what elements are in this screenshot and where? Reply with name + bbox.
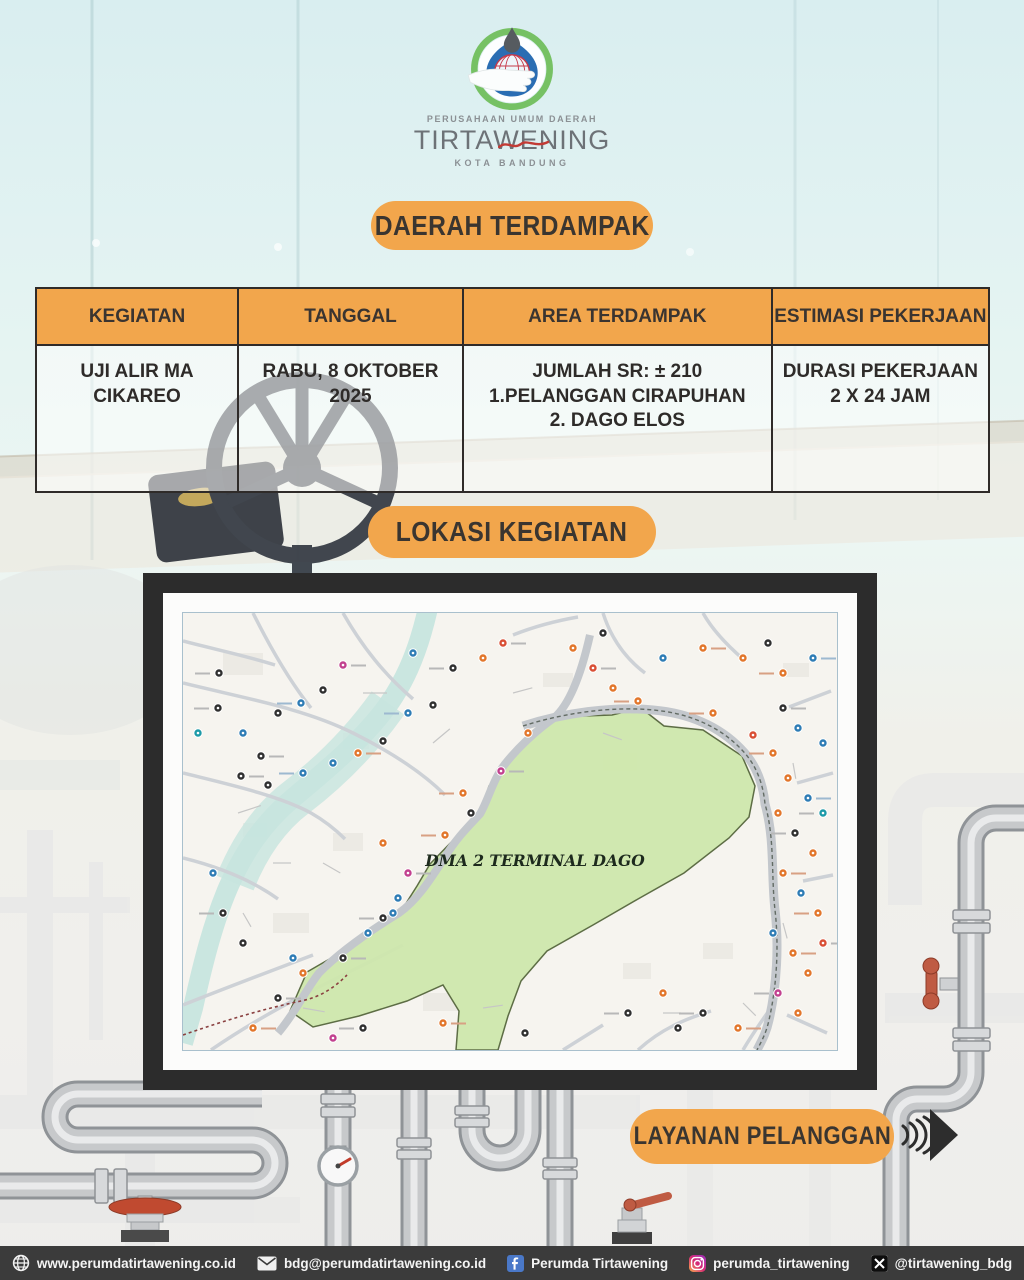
logo-company-name: TIRTAWENING — [413, 125, 611, 155]
table-header-row — [36, 288, 989, 345]
email-link[interactable] — [257, 1256, 486, 1271]
website-link[interactable] — [12, 1254, 236, 1272]
facebook-handle: Perumda Tirtawening — [531, 1255, 669, 1271]
section-title-label: LAYANAN PELANGGAN — [633, 1122, 891, 1150]
logo — [352, 24, 672, 168]
x-handle: @tirtawening_bdg — [894, 1255, 1013, 1271]
megaphone-icon — [896, 1103, 960, 1167]
logo-company-type: PERUSAHAAN UMUM DAERAH — [426, 114, 598, 124]
logo-mark — [456, 24, 568, 110]
cell-tanggal: RABU, 8 OKTOBER 2025 — [238, 345, 463, 492]
facebook-icon — [507, 1255, 524, 1272]
column-header-estimasi: ESTIMASI PEKERJAAN — [772, 288, 989, 345]
globe-icon — [12, 1254, 30, 1272]
mail-icon — [257, 1256, 277, 1271]
impact-table — [35, 287, 990, 493]
cell-estimasi: DURASI PEKERJAAN 2 X 24 JAM — [772, 345, 989, 492]
section-title-label: DAERAH TERDAMPAK — [374, 209, 650, 241]
facebook-link[interactable] — [507, 1255, 668, 1272]
table-row — [36, 345, 989, 492]
instagram-link[interactable] — [689, 1255, 850, 1272]
column-header-tanggal: TANGGAL — [238, 288, 463, 345]
section-title-lokasi-kegiatan — [368, 506, 656, 558]
map-mat — [163, 593, 857, 1070]
section-title-layanan-pelanggan — [630, 1109, 894, 1164]
red-lever-valve — [612, 1196, 668, 1244]
service-area-map — [182, 612, 838, 1051]
cell-kegiatan: UJI ALIR MA CIKAREO — [36, 345, 238, 492]
website-url: www.perumdatirtawening.co.id — [36, 1255, 236, 1271]
column-header-kegiatan: KEGIATAN — [36, 288, 238, 345]
section-title-daerah-terdampak — [371, 201, 653, 250]
red-wave-icon — [498, 138, 550, 152]
logo-city: KOTA BANDUNG — [454, 158, 570, 168]
x-link[interactable] — [871, 1255, 1012, 1272]
pressure-gauge — [319, 1146, 357, 1185]
map-area-label: DMA 2 TERMINAL DAGO — [425, 851, 645, 870]
section-title-label: LOKASI KEGIATAN — [396, 516, 628, 547]
instagram-handle: perumda_tirtawening — [713, 1255, 850, 1271]
map-frame — [143, 573, 877, 1090]
footer — [0, 1246, 1024, 1280]
email-address: bdg@perumdatirtawening.co.id — [283, 1255, 487, 1271]
cell-area: JUMLAH SR: ± 210 1.PELANGGAN CIRAPUHAN 2. DAGO ELOS — [463, 345, 772, 492]
x-icon — [871, 1255, 888, 1272]
instagram-icon — [689, 1255, 706, 1272]
column-header-area: AREA TERDAMPAK — [463, 288, 772, 345]
